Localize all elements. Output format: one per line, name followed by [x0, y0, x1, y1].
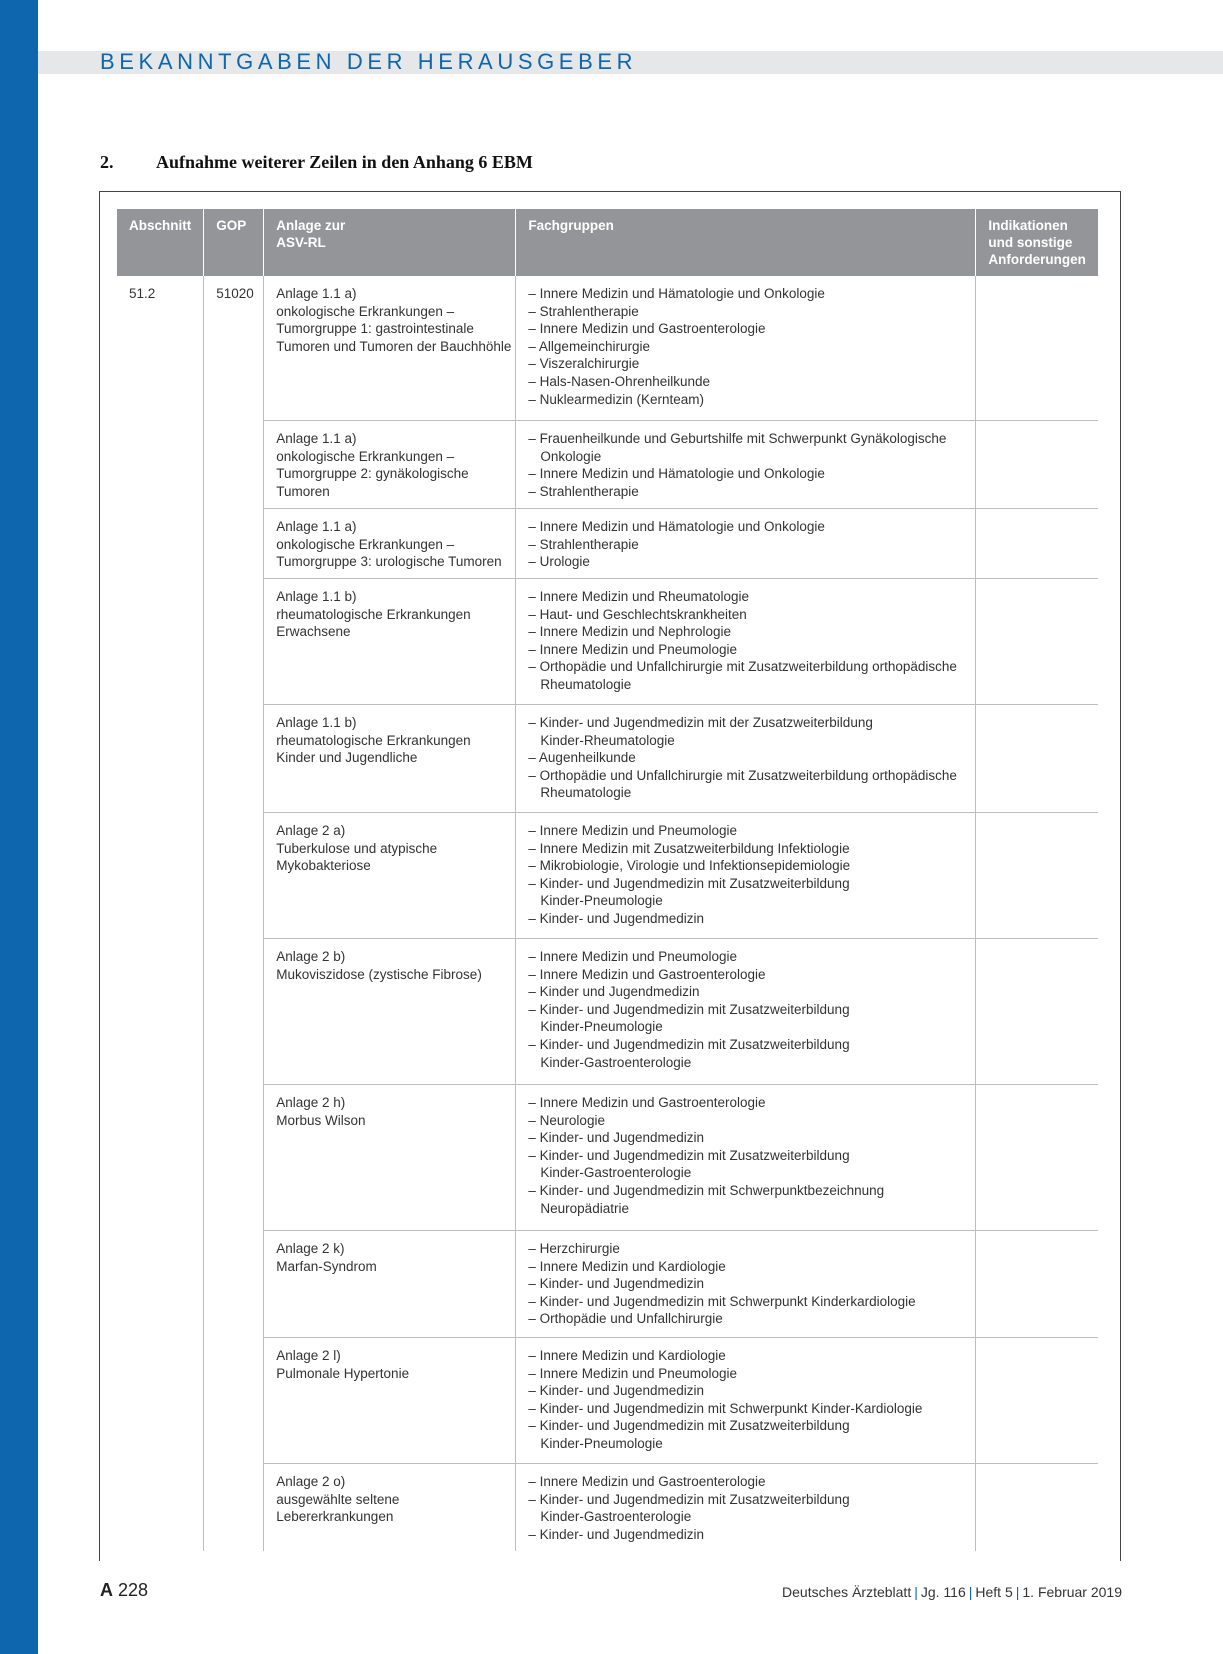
journal-date: 1. Februar 2019	[1022, 1584, 1122, 1600]
fachgruppe-item-continuation: Kinder-Gastroenterologie	[540, 1509, 692, 1525]
cell-indikationen	[976, 813, 1098, 939]
anlage-line: Erwachsene	[276, 624, 351, 640]
cell-fachgruppen	[516, 421, 976, 509]
fachgruppe-item: – Innere Medizin und Gastroenterologie	[528, 966, 766, 982]
fachgruppe-item-continuation: Neuropädiatrie	[540, 1200, 629, 1216]
fachgruppe-item: – Innere Medizin und Pneumologie	[528, 949, 738, 964]
journal-name: Deutsches Ärzteblatt	[782, 1584, 912, 1600]
fachgruppe-item: – Mikrobiologie, Virologie und Infektionsepidemiologie	[528, 858, 851, 874]
cell-fachgruppen	[516, 276, 976, 421]
cell-anlage	[264, 939, 516, 1085]
anlage-line: Anlage 1.1 a)	[276, 519, 357, 534]
cell-fachgruppen	[516, 1231, 976, 1338]
fachgruppe-item-continuation: Kinder-Gastroenterologie	[540, 1054, 692, 1070]
table-row	[117, 1338, 1098, 1464]
fachgruppe-item: – Kinder- und Jugendmedizin mit Zusatzweiterbildung	[528, 1418, 850, 1434]
cell-anlage	[264, 421, 516, 509]
table-row	[117, 1231, 1098, 1338]
anlage-line: Tumoren	[276, 483, 330, 499]
cell-indikationen	[976, 939, 1098, 1085]
page-number	[100, 1580, 148, 1601]
fachgruppe-item: – Kinder- und Jugendmedizin	[528, 910, 705, 926]
fachgruppe-item: – Kinder- und Jugendmedizin	[528, 1526, 705, 1542]
fachgruppe-item: – Innere Medizin und Pneumologie	[528, 823, 738, 838]
fachgruppe-item: – Kinder- und Jugendmedizin mit Zusatzweiterbildung	[528, 1491, 850, 1507]
col-header-indikationen	[976, 209, 1098, 276]
cell-anlage	[264, 1231, 516, 1338]
page-prefix: A	[100, 1580, 113, 1600]
section-number: 2.	[100, 152, 114, 172]
anlage-line: rheumatologische Erkrankungen	[276, 606, 471, 622]
fachgruppe-item: – Kinder- und Jugendmedizin mit der Zusatzweiterbildung	[528, 715, 873, 730]
cell-fachgruppen	[516, 1464, 976, 1552]
fachgruppe-item: – Kinder- und Jugendmedizin mit Schwerpunkt Kinder-Kardiologie	[528, 1400, 923, 1416]
fachgruppe-item: – Kinder- und Jugendmedizin	[528, 1130, 705, 1146]
cell-indikationen	[976, 1338, 1098, 1464]
anlage-line: Anlage 1.1 b)	[276, 715, 357, 730]
col-header-abschnitt: Abschnitt	[117, 209, 204, 276]
anlage-line: Tuberkulose und atypische	[276, 840, 438, 856]
fachgruppe-item: – Innere Medizin und Gastroenterologie	[528, 1095, 766, 1110]
fachgruppe-item: – Kinder- und Jugendmedizin mit Schwerpunkt Kinderkardiologie	[528, 1293, 916, 1309]
fachgruppe-item: – Innere Medizin und Pneumologie	[528, 1365, 738, 1381]
fachgruppe-item: – Kinder und Jugendmedizin	[528, 984, 700, 1000]
anhang-table	[117, 209, 1098, 1551]
col-header-gop: GOP	[204, 209, 264, 276]
anlage-line: Anlage 1.1 a)	[276, 431, 357, 446]
fachgruppe-item-continuation: Kinder-Pneumologie	[540, 1019, 663, 1035]
fachgruppe-item-continuation: Kinder-Pneumologie	[540, 1435, 663, 1451]
anlage-line: Anlage 2 b)	[276, 949, 346, 964]
table-row	[117, 705, 1098, 813]
anlage-line: Mukoviszidose (zystische Fibrose)	[276, 966, 482, 982]
fachgruppe-item: – Innere Medizin mit Zusatzweiterbildung Infektiologie	[528, 840, 850, 856]
cell-fachgruppen	[516, 509, 976, 579]
fachgruppe-item-continuation: Kinder-Gastroenterologie	[540, 1165, 692, 1181]
fachgruppe-item-continuation: Rheumatologie	[540, 676, 632, 692]
fachgruppe-item: – Innere Medizin und Hämatologie und Onkologie	[528, 286, 825, 301]
cell-anlage	[264, 276, 516, 421]
table-row	[117, 421, 1098, 509]
anlage-line: Anlage 2 a)	[276, 823, 346, 838]
fachgruppe-item: – Augenheilkunde	[528, 750, 636, 766]
cell-indikationen	[976, 1085, 1098, 1231]
cell-indikationen	[976, 705, 1098, 813]
fachgruppe-item: – Strahlentherapie	[528, 483, 639, 499]
anlage-line: Anlage 2 k)	[276, 1241, 345, 1256]
fachgruppe-item: – Innere Medizin und Rheumatologie	[528, 589, 750, 604]
cell-anlage	[264, 1085, 516, 1231]
fachgruppe-item: – Kinder- und Jugendmedizin mit Zusatzweiterbildung	[528, 1147, 850, 1163]
anlage-line: Mykobakteriose	[276, 858, 371, 874]
anlage-line: Pulmonale Hypertonie	[276, 1365, 410, 1381]
table-header-row	[117, 209, 1098, 276]
col-header-indikationen-line: Indikationen	[988, 218, 1068, 233]
cell-fachgruppen	[516, 1085, 976, 1231]
anlage-line: Lebererkrankungen	[276, 1509, 394, 1525]
table-row	[117, 939, 1098, 1085]
col-header-fachgruppen: Fachgruppen	[516, 209, 976, 276]
fachgruppe-item: – Kinder- und Jugendmedizin	[528, 1383, 705, 1399]
fachgruppe-item: – Hals-Nasen-Ohrenheilkunde	[528, 373, 711, 389]
cell-fachgruppen	[516, 1338, 976, 1464]
anlage-line: Anlage 2 o)	[276, 1474, 346, 1489]
anlage-line: Tumorgruppe 1: gastrointestinale	[276, 321, 474, 337]
cell-fachgruppen	[516, 813, 976, 939]
fachgruppe-item: – Neurologie	[528, 1112, 605, 1128]
fachgruppe-item: – Frauenheilkunde und Geburtshilfe mit Schwerpunkt Gynäkologische	[528, 431, 947, 446]
anlage-line: Tumorgruppe 2: gynäkologische	[276, 466, 469, 482]
cell-indikationen	[976, 1231, 1098, 1338]
footer-separator: |	[914, 1584, 918, 1600]
fachgruppe-item: – Innere Medizin und Hämatologie und Onkologie	[528, 519, 825, 534]
fachgruppe-item-continuation: Onkologie	[540, 448, 602, 464]
page-header-title: BEKANNTGABEN DER HERAUSGEBER	[100, 49, 638, 74]
cell-anlage	[264, 813, 516, 939]
fachgruppe-item: – Innere Medizin und Gastroenterologie	[528, 321, 766, 337]
section-heading	[100, 152, 533, 173]
table-row	[117, 579, 1098, 705]
cell-anlage	[264, 509, 516, 579]
fachgruppe-item: – Innere Medizin und Kardiologie	[528, 1348, 726, 1363]
table-row	[117, 1464, 1098, 1552]
col-header-anlage-line: Anlage zur	[276, 218, 346, 233]
fachgruppe-item: – Innere Medizin und Pneumologie	[528, 641, 738, 657]
cell-anlage	[264, 705, 516, 813]
anlage-line: onkologische Erkrankungen –	[276, 448, 455, 464]
anlage-line: Anlage 1.1 b)	[276, 589, 357, 604]
fachgruppe-item: – Kinder- und Jugendmedizin mit Schwerpunktbezeichnung	[528, 1182, 885, 1198]
anlage-line: Marfan-Syndrom	[276, 1258, 377, 1274]
fachgruppe-item: – Viszeralchirurgie	[528, 356, 640, 372]
cell-anlage	[264, 1464, 516, 1552]
cell-gop: 51020	[204, 276, 264, 1551]
cell-fachgruppen	[516, 579, 976, 705]
fachgruppe-item-continuation: Kinder-Rheumatologie	[540, 732, 675, 748]
anlage-line: Morbus Wilson	[276, 1112, 366, 1128]
anlage-line: rheumatologische Erkrankungen	[276, 732, 471, 748]
anlage-line: onkologische Erkrankungen –	[276, 303, 455, 319]
side-color-bar	[0, 0, 38, 1654]
cell-fachgruppen	[516, 705, 976, 813]
fachgruppe-item: – Urologie	[528, 554, 590, 570]
fachgruppe-item: – Haut- und Geschlechtskrankheiten	[528, 606, 747, 622]
fachgruppe-item: – Orthopädie und Unfallchirurgie	[528, 1311, 723, 1327]
col-header-anlage-line: ASV-RL	[276, 235, 326, 250]
fachgruppe-item: – Allgemeinchirurgie	[528, 338, 650, 354]
cell-abschnitt: 51.2	[117, 276, 204, 1551]
fachgruppe-item-continuation: Kinder-Pneumologie	[540, 893, 663, 909]
journal-volume: Jg. 116	[920, 1584, 966, 1600]
anlage-line: Kinder und Jugendliche	[276, 750, 418, 766]
fachgruppe-item: – Kinder- und Jugendmedizin mit Zusatzweiterbildung	[528, 1001, 850, 1017]
fachgruppe-item: – Innere Medizin und Gastroenterologie	[528, 1474, 766, 1489]
fachgruppe-item: – Herzchirurgie	[528, 1241, 620, 1256]
anlage-line: Anlage 1.1 a)	[276, 286, 357, 301]
cell-indikationen	[976, 276, 1098, 421]
fachgruppe-item: – Strahlentherapie	[528, 536, 639, 552]
section-title: Aufnahme weiterer Zeilen in den Anhang 6 EBM	[156, 152, 533, 172]
fachgruppe-item: – Innere Medizin und Hämatologie und Onkologie	[528, 466, 825, 482]
fachgruppe-item: – Orthopädie und Unfallchirurgie mit Zusatzweiterbildung orthopädische	[528, 767, 957, 783]
table-row	[117, 509, 1098, 579]
anlage-line: Anlage 2 h)	[276, 1095, 346, 1110]
col-header-indikationen-line: Anforderungen	[988, 252, 1086, 267]
footer-separator: |	[968, 1584, 973, 1600]
fachgruppe-item: – Kinder- und Jugendmedizin mit Zusatzweiterbildung	[528, 875, 850, 891]
cell-anlage	[264, 579, 516, 705]
table-row	[117, 813, 1098, 939]
anlage-line: onkologische Erkrankungen –	[276, 536, 455, 552]
anlage-line: Tumorgruppe 3: urologische Tumoren	[276, 554, 502, 570]
journal-issue: Heft 5	[975, 1584, 1013, 1600]
col-header-anlage	[264, 209, 516, 276]
footer-separator: |	[1015, 1584, 1020, 1600]
fachgruppe-item: – Kinder- und Jugendmedizin mit Zusatzweiterbildung	[528, 1036, 850, 1052]
page-number-value: 228	[118, 1580, 149, 1600]
table-row	[117, 276, 1098, 421]
cell-fachgruppen	[516, 939, 976, 1085]
fachgruppe-item: – Nuklearmedizin (Kernteam)	[528, 391, 704, 407]
fachgruppe-item: – Innere Medizin und Kardiologie	[528, 1258, 726, 1274]
anlage-line: Anlage 2 l)	[276, 1348, 341, 1363]
fachgruppe-item-continuation: Rheumatologie	[540, 785, 632, 801]
anlage-line: ausgewählte seltene	[276, 1491, 400, 1507]
table-row	[117, 1085, 1098, 1231]
anlage-line: Tumoren und Tumoren der Bauchhöhle	[276, 338, 512, 354]
cell-indikationen	[976, 579, 1098, 705]
journal-footer	[782, 1584, 1122, 1600]
cell-anlage	[264, 1338, 516, 1464]
fachgruppe-item: – Innere Medizin und Nephrologie	[528, 624, 732, 640]
cell-indikationen	[976, 421, 1098, 509]
col-header-indikationen-line: und sonstige	[988, 235, 1073, 250]
cell-indikationen	[976, 509, 1098, 579]
fachgruppe-item: – Kinder- und Jugendmedizin	[528, 1276, 705, 1292]
fachgruppe-item: – Orthopädie und Unfallchirurgie mit Zusatzweiterbildung orthopädische	[528, 659, 957, 675]
fachgruppe-item: – Strahlentherapie	[528, 303, 639, 319]
cell-indikationen	[976, 1464, 1098, 1552]
table-body	[117, 276, 1098, 1551]
